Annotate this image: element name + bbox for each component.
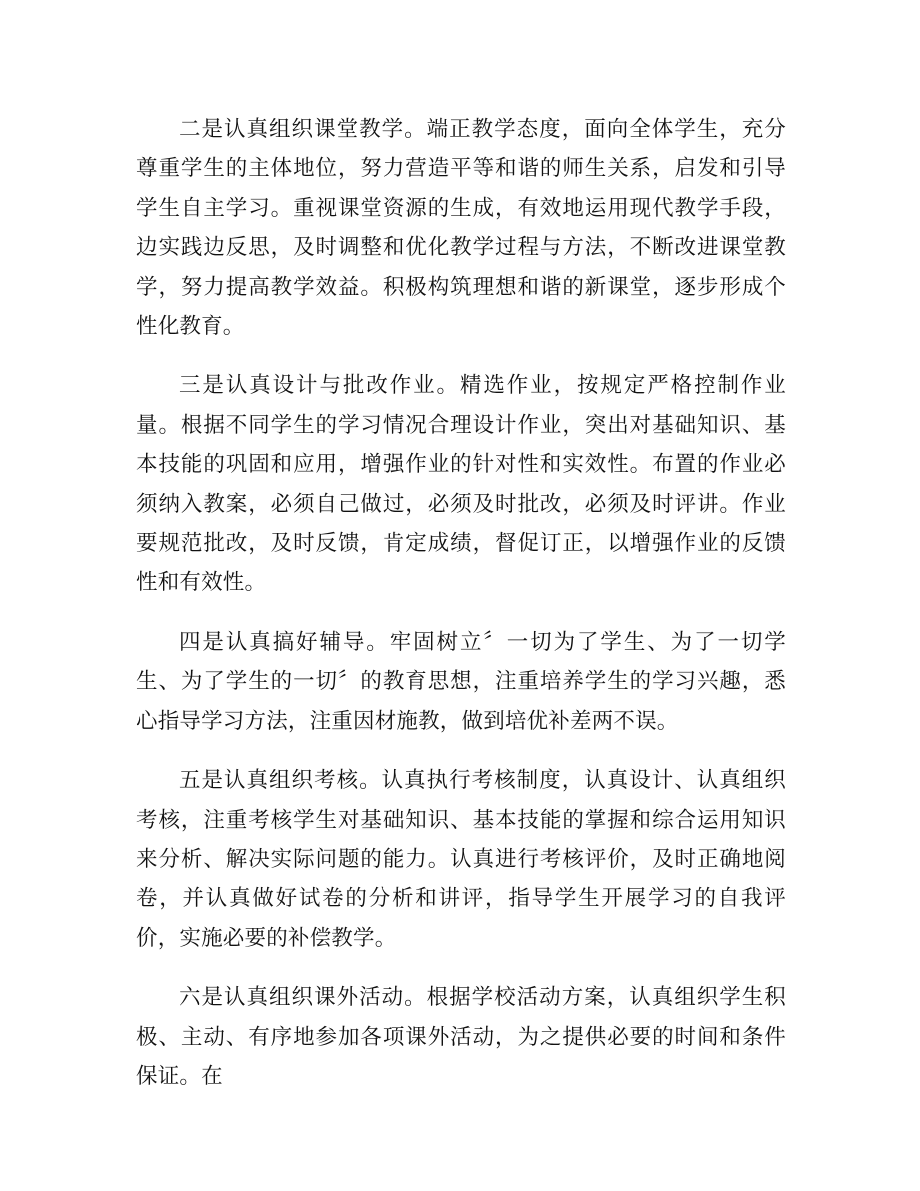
paragraph-assessment: 五是认真组织考核。认真执行考核制度，认真设计、认真组织考核，注重考核学生对基础知识、基本技能的掌握和综合运用知识来分析、解决实际问题的能力。认真进行考核评价，及时正确地阅卷，并认真做好试卷的分析和讲评，指导学生开展学习的自我评价，实施必要的补偿教学。 <box>136 768 786 951</box>
paragraph-activities: 六是认真组织课外活动。根据学校活动方案，认真组织学生积极、主动、有序地参加各项课外活动，为之提供必要的时间和条件保证。在 <box>136 985 786 1089</box>
document-body <box>136 110 786 1116</box>
paragraph-homework: 三是认真设计与批改作业。精选作业，按规定严格控制作业量。根据不同学生的学习情况合理设计作业，突出对基础知识、基本技能的巩固和应用，增强作业的针对性和实效性。布置的作业必须纳入教案，必须自己做过，必须及时批改，必须及时评讲。作业要规范批改，及时反馈，肯定成绩，督促订正，以增强作业的反馈性和有效性。 <box>136 373 786 596</box>
paragraph-tutoring: 四是认真搞好辅导。牢固树立〞一切为了学生、为了一切学生、为了学生的一切〞的教育思想，注重培养学生的学习兴趣，悉心指导学习方法，注重因材施教，做到培优补差两不误。 <box>136 629 786 734</box>
paragraph-teaching: 二是认真组织课堂教学。端正教学态度，面向全体学生，充分尊重学生的主体地位，努力营造平等和谐的师生关系，启发和引导学生自主学习。重视课堂资源的生成，有效地运用现代教学手段，边实践边反思，及时调整和优化教学过程与方法，不断改进课堂教学，努力提高教学效益。积极构筑理想和谐的新课堂，逐步形成个性化教育。 <box>136 117 786 340</box>
